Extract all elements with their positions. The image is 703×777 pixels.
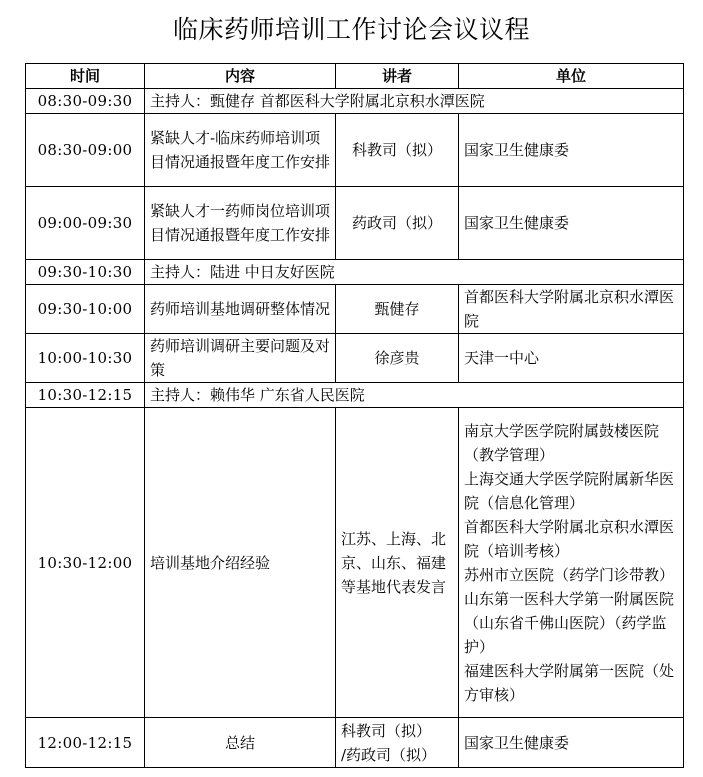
unit-cell: 国家卫生健康委 bbox=[459, 187, 684, 260]
content-cell: 培训基地介绍经验 bbox=[145, 408, 336, 718]
content-cell: 药师培训调研主要问题及对策 bbox=[145, 334, 336, 383]
content-cell: 总结 bbox=[145, 718, 336, 768]
speaker-cell: 甄健存 bbox=[336, 285, 459, 334]
time-cell: 08:30-09:30 bbox=[26, 89, 145, 114]
header-speaker: 讲者 bbox=[336, 64, 459, 89]
unit-cell: 首都医科大学附属北京积水潭医院 bbox=[459, 285, 684, 334]
table-row bbox=[26, 260, 684, 285]
table-row bbox=[26, 718, 684, 768]
table-row bbox=[26, 408, 684, 718]
unit-item: 苏州市立医院（药学门诊带教） bbox=[464, 565, 675, 584]
unit-item: 首都医科大学附属北京积水潭医院（培训考核） bbox=[464, 517, 675, 560]
speaker-cell: 科教司（拟） bbox=[336, 114, 459, 187]
speaker-cell bbox=[336, 718, 459, 768]
speaker-line: /药政司（拟） bbox=[341, 745, 437, 764]
speaker-line: 科教司（拟） bbox=[341, 721, 432, 740]
unit-cell bbox=[459, 408, 684, 718]
time-cell: 08:30-09:00 bbox=[26, 114, 145, 187]
unit-cell: 国家卫生健康委 bbox=[459, 114, 684, 187]
table-row bbox=[26, 114, 684, 187]
time-cell: 12:00-12:15 bbox=[26, 718, 145, 768]
host-cell: 主持人：陆进 中日友好医院 bbox=[145, 260, 684, 285]
content-cell: 药师培训基地调研整体情况 bbox=[145, 285, 336, 334]
content-cell: 紧缺人才-临床药师培训项目情况通报暨年度工作安排 bbox=[145, 114, 336, 187]
table-row bbox=[26, 383, 684, 408]
unit-item: 山东第一医科大学第一附属医院（山东省千佛山医院）（药学监护） bbox=[464, 589, 675, 656]
table-row bbox=[26, 285, 684, 334]
speaker-cell: 江苏、上海、北京、山东、福建等基地代表发言 bbox=[336, 408, 459, 718]
time-cell: 10:00-10:30 bbox=[26, 334, 145, 383]
time-cell: 09:30-10:00 bbox=[26, 285, 145, 334]
speaker-cell: 药政司（拟） bbox=[336, 187, 459, 260]
unit-item: 福建医科大学附属第一医院（处方审核） bbox=[464, 661, 675, 704]
agenda-table bbox=[25, 63, 684, 768]
header-unit: 单位 bbox=[459, 64, 684, 89]
unit-cell: 国家卫生健康委 bbox=[459, 718, 684, 768]
speaker-cell: 徐彦贵 bbox=[336, 334, 459, 383]
page-title: 临床药师培训工作讨论会议议程 bbox=[172, 15, 530, 44]
time-cell: 09:00-09:30 bbox=[26, 187, 145, 260]
header-row bbox=[26, 64, 684, 89]
host-cell: 主持人：赖伟华 广东省人民医院 bbox=[145, 383, 684, 408]
content-cell: 紧缺人才一药师岗位培训项目情况通报暨年度工作安排 bbox=[145, 187, 336, 260]
table-row bbox=[26, 187, 684, 260]
header-content: 内容 bbox=[145, 64, 336, 89]
unit-item: 上海交通大学医学院附属新华医院（信息化管理） bbox=[464, 469, 675, 512]
time-cell: 10:30-12:00 bbox=[26, 408, 145, 718]
unit-item: 南京大学医学院附属鼓楼医院（教学管理） bbox=[464, 421, 660, 464]
table-row bbox=[26, 89, 684, 114]
unit-cell: 天津一中心 bbox=[459, 334, 684, 383]
table-row bbox=[26, 334, 684, 383]
time-cell: 10:30-12:15 bbox=[26, 383, 145, 408]
host-cell: 主持人：甄健存 首都医科大学附属北京积水潭医院 bbox=[145, 89, 684, 114]
header-time: 时间 bbox=[26, 64, 145, 89]
time-cell: 09:30-10:30 bbox=[26, 260, 145, 285]
